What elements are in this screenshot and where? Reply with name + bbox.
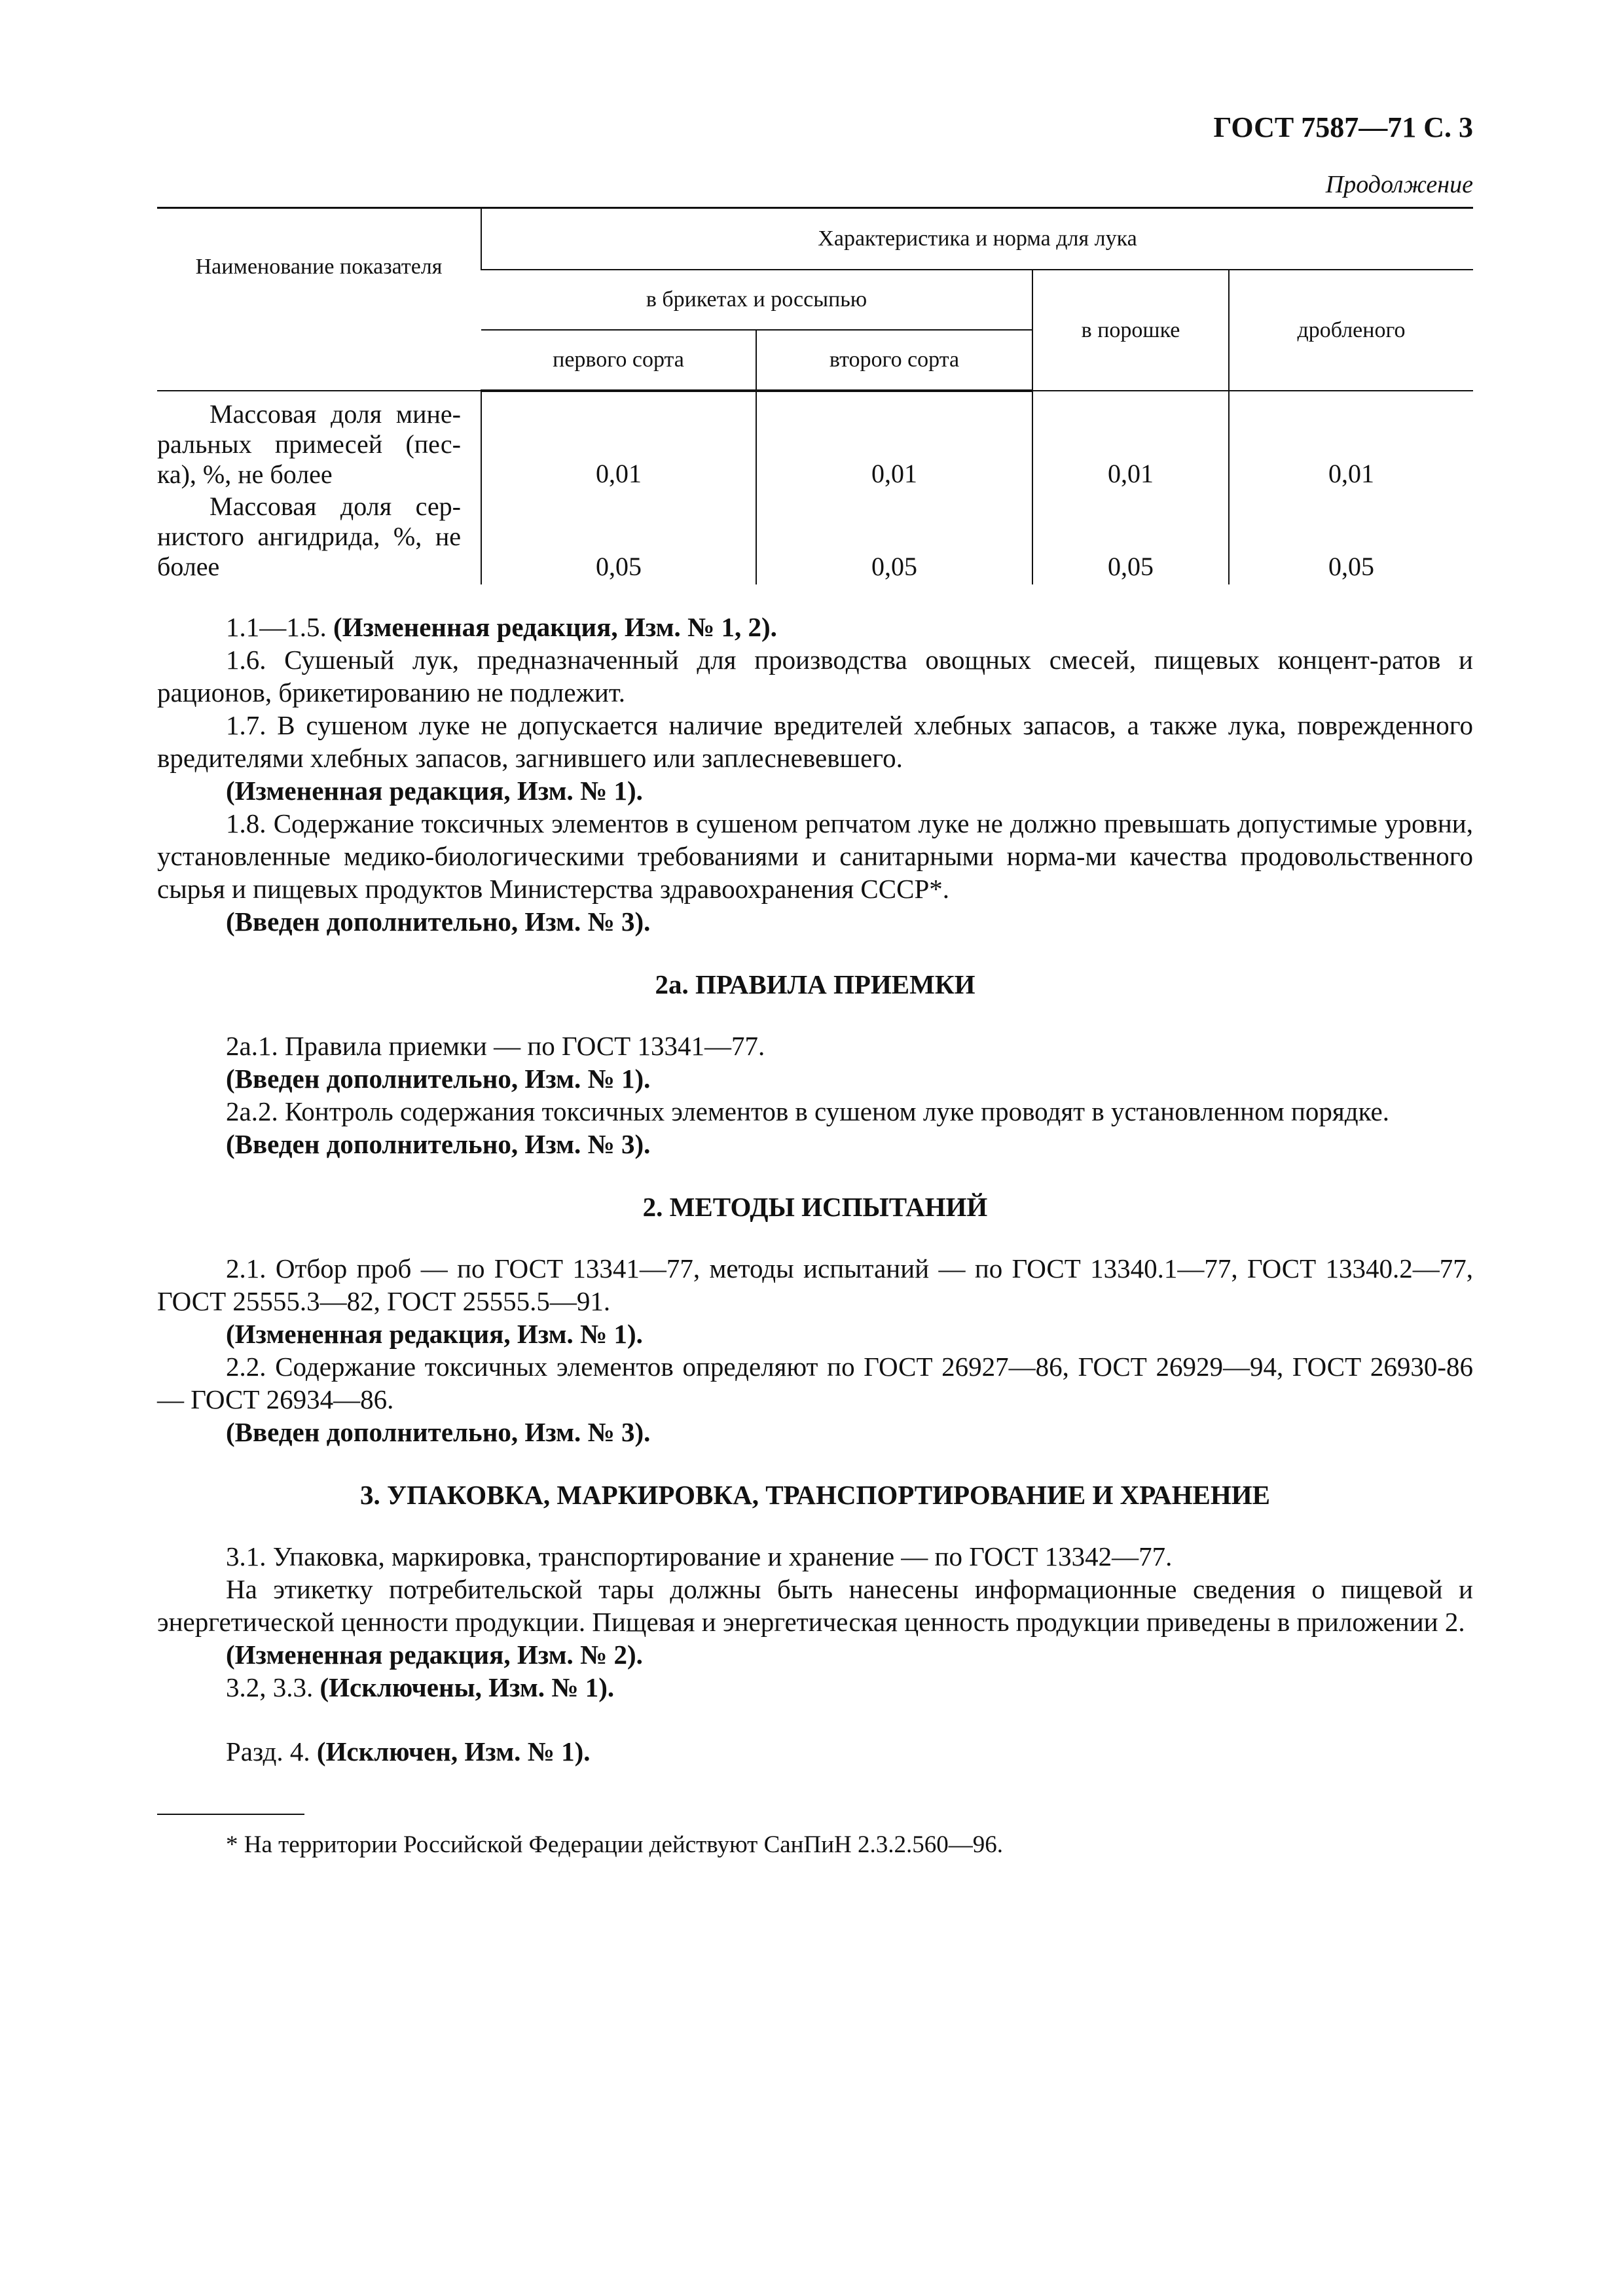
table-cell: 0,01: [1229, 391, 1473, 492]
amendment-note: (Измененная редакция, Изм. № 1).: [226, 776, 643, 806]
continuation-label: Продолжение: [1325, 171, 1473, 198]
paragraph: Разд. 4. (Исключен, Изм. № 1).: [226, 1736, 591, 1767]
amendment-note: (Измененная редакция, Изм. № 2).: [226, 1640, 643, 1670]
spacer: [157, 1704, 1473, 1735]
document-body: [157, 611, 1473, 1768]
table-cell: 0,05: [481, 492, 756, 584]
amendment-note: (Измененная редакция, Изм. № 1).: [226, 1319, 643, 1349]
page-header: ГОСТ 7587—71 С. 3: [1213, 111, 1473, 143]
paragraph: 2.2. Содержание токсичных элементов определяют по ГОСТ 26927—86, ГОСТ 26929—94, ГОСТ 26930-86 — ГОСТ 26934—86.: [157, 1352, 1473, 1414]
row-label: Массовая доля сер-нистого ангидрида, %, не более: [157, 492, 461, 581]
paragraph: 2а.1. Правила приемки — по ГОСТ 13341—77.: [226, 1031, 765, 1061]
paragraph: 1.6. Сушеный лук, предназначенный для производства овощных смесей, пищевых концент-ратов и рационов, брикетированию не подлежит.: [157, 645, 1473, 708]
col-header-subgroup: в брикетах и россыпью: [481, 270, 1032, 330]
amendment-note: (Введен дополнительно, Изм. № 3).: [226, 1129, 651, 1159]
paragraph: 2.1. Отбор проб — по ГОСТ 13341—77, методы испытаний — по ГОСТ 13340.1—77, ГОСТ 13340.2—77, ГОСТ 25555.3—82, ГОСТ 25555.5—91.: [157, 1253, 1473, 1316]
col-header-indicator: Наименование показателя: [157, 208, 481, 391]
col-header-powder: в порошке: [1032, 270, 1229, 391]
footnote: * На территории Российской Федерации действуют СанПиН 2.3.2.560—96.: [226, 1831, 1003, 1858]
col-header-sort1: первого сорта: [481, 330, 756, 391]
table-cell: 0,01: [756, 391, 1032, 492]
paragraph: 1.1—1.5. (Измененная редакция, Изм. № 1, 2).: [226, 612, 777, 642]
table-row: [157, 492, 1473, 584]
table-cell: 0,05: [756, 492, 1032, 584]
section-heading: 2. МЕТОДЫ ИСПЫТАНИЙ: [642, 1192, 988, 1222]
footnote-divider: [157, 1814, 304, 1815]
page: [157, 98, 1473, 1859]
amendment-note: (Введен дополнительно, Изм. № 1).: [226, 1064, 651, 1094]
table-cell: 0,01: [481, 391, 756, 492]
table-row: [157, 391, 1473, 492]
col-header-sort2: второго сорта: [756, 330, 1032, 391]
amendment-note: (Введен дополнительно, Изм. № 3).: [226, 906, 651, 937]
paragraph: На этикетку потребительской тары должны быть нанесены информационные сведения о пищевой и энергетической ценности продукции. Пищевая и энергетическая ценность продукции приведены в приложении 2.: [157, 1574, 1473, 1637]
table-cell: 0,01: [1032, 391, 1229, 492]
row-label: Массовая доля мине-ральных примесей (пес-ка), %, не более: [157, 399, 461, 489]
section-heading: 2а. ПРАВИЛА ПРИЕМКИ: [655, 969, 976, 999]
table-cell: 0,05: [1229, 492, 1473, 584]
paragraph: 1.8. Содержание токсичных элементов в сушеном репчатом луке не должно превышать допустимые уровни, установленные медико-биологическими требованиями и санитарными норма-ми качества продовольственного сырья и пищевых продуктов Министерства здравоохранения СССР*.: [157, 808, 1473, 904]
spec-table: [157, 207, 1473, 584]
amendment-note: (Введен дополнительно, Изм. № 3).: [226, 1417, 651, 1447]
paragraph: 1.7. В сушеном луке не допускается наличие вредителей хлебных запасов, а также лука, поврежденного вредителями хлебных запасов, загнившего или заплесневевшего.: [157, 710, 1473, 773]
col-header-crushed: дробленого: [1229, 270, 1473, 391]
paragraph: 3.2, 3.3. (Исключены, Изм. № 1).: [226, 1672, 615, 1702]
table-cell: 0,05: [1032, 492, 1229, 584]
col-header-group: Характеристика и норма для лука: [481, 208, 1473, 270]
section-heading: 3. УПАКОВКА, МАРКИРОВКА, ТРАНСПОРТИРОВАНИЕ И ХРАНЕНИЕ: [359, 1480, 1271, 1510]
paragraph: 2а.2. Контроль содержания токсичных элементов в сушеном луке проводят в установленном порядке.: [226, 1096, 1389, 1126]
paragraph: 3.1. Упаковка, маркировка, транспортирование и хранение — по ГОСТ 13342—77.: [226, 1541, 1173, 1571]
